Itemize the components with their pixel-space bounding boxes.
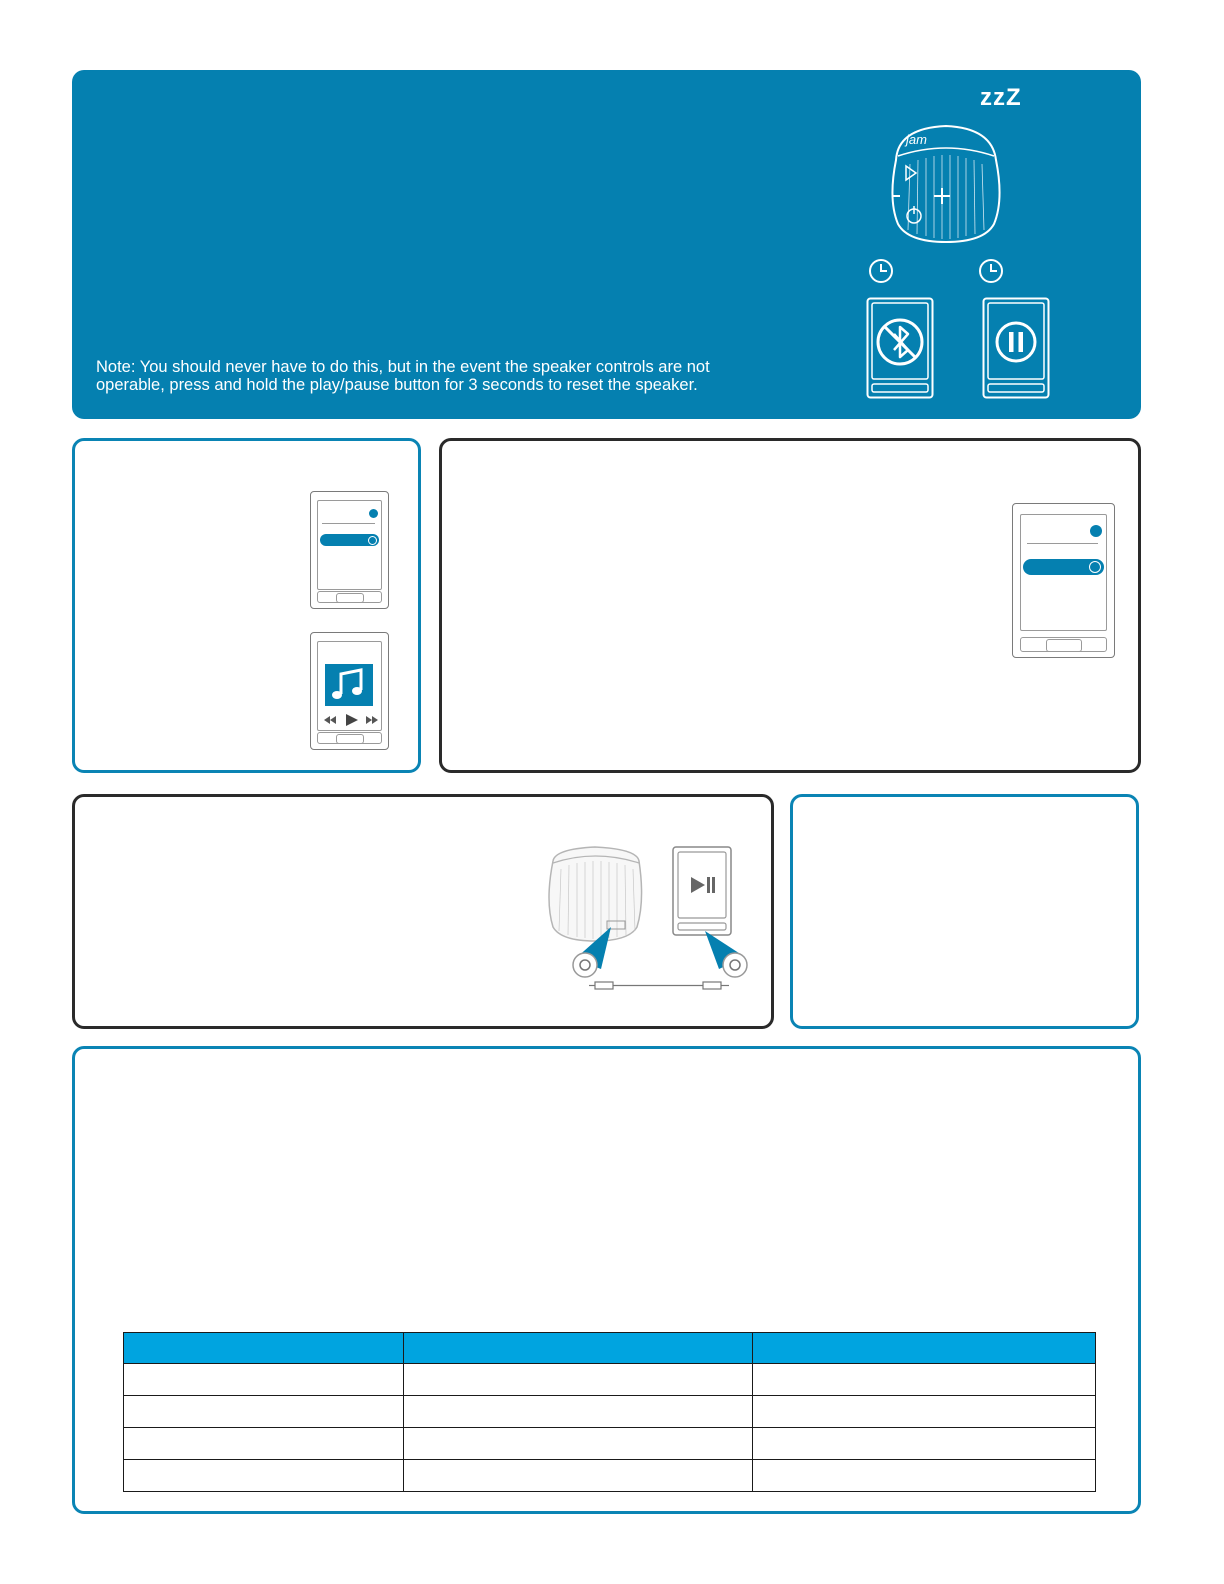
sleep-text: zzZ — [980, 84, 1022, 111]
phone-screen — [317, 641, 382, 731]
info-panel — [790, 794, 1139, 1029]
phone-screen — [317, 500, 382, 590]
table-cell — [753, 1428, 1096, 1460]
aux-in-panel — [72, 794, 774, 1029]
pause-device — [982, 297, 1050, 399]
table-cell — [404, 1428, 753, 1460]
speaker-logo: jam — [906, 132, 927, 147]
pairing-panel — [72, 438, 421, 773]
table-row — [124, 1364, 1096, 1396]
radio-icon — [1089, 561, 1101, 573]
spec-table-header-cell — [404, 1333, 753, 1364]
spec-table-header-row — [124, 1333, 1096, 1364]
music-note-icon — [325, 664, 373, 706]
rewind-icon — [324, 716, 336, 724]
device-list-item-selected — [1023, 559, 1104, 575]
reset-note-line-1: Note: You should never have to do this, but in the event the speaker controls are not — [96, 358, 710, 376]
spec-table-header-cell — [753, 1333, 1096, 1364]
device-list-item-selected — [320, 534, 379, 546]
table-cell — [404, 1460, 753, 1492]
table-cell — [124, 1428, 404, 1460]
toggle-on-indicator — [369, 509, 378, 518]
specifications-panel — [72, 1046, 1141, 1514]
phone-home-button — [336, 734, 364, 744]
sleep-indicator — [980, 84, 1022, 112]
bluetooth-off-device — [866, 297, 934, 399]
aux-cable-illustration — [545, 841, 755, 1001]
radio-icon — [368, 536, 377, 545]
reconnect-panel — [439, 438, 1141, 773]
table-cell — [753, 1364, 1096, 1396]
reset-panel — [72, 70, 1141, 419]
clock-icon — [978, 258, 1004, 284]
pause-icon — [997, 323, 1035, 361]
phone-music-player — [310, 632, 389, 750]
phone-home-button — [1046, 639, 1082, 652]
table-cell — [124, 1460, 404, 1492]
reset-note-line-2: operable, press and hold the play/pause button for 3 seconds to reset the speaker. — [96, 376, 698, 394]
table-cell — [124, 1396, 404, 1428]
table-cell — [753, 1460, 1096, 1492]
table-row — [124, 1428, 1096, 1460]
table-cell — [753, 1396, 1096, 1428]
phone-screen — [1020, 514, 1107, 631]
toggle-on-indicator — [1090, 525, 1102, 537]
table-cell — [124, 1364, 404, 1396]
table-cell — [404, 1364, 753, 1396]
aux-cable — [589, 982, 729, 989]
fast-forward-icon — [366, 716, 378, 724]
table-row — [124, 1396, 1096, 1428]
spec-table — [123, 1332, 1096, 1492]
spec-table-wrapper — [123, 1332, 1095, 1492]
phone-home-button — [336, 593, 364, 603]
table-row — [124, 1460, 1096, 1492]
phone-bluetooth-settings — [1012, 503, 1115, 658]
speaker-side-view — [549, 847, 642, 941]
clock-icon — [868, 258, 894, 284]
playback-controls — [320, 712, 382, 728]
spec-table-header-cell — [124, 1333, 404, 1364]
play-icon — [346, 714, 358, 726]
bluetooth-off-icon — [878, 320, 922, 364]
speaker-illustration — [886, 120, 1006, 246]
audio-device — [673, 847, 731, 935]
table-cell — [404, 1396, 753, 1428]
divider — [1027, 543, 1098, 544]
divider — [322, 523, 375, 524]
reset-note — [96, 358, 796, 394]
phone-bluetooth-settings — [310, 491, 389, 609]
